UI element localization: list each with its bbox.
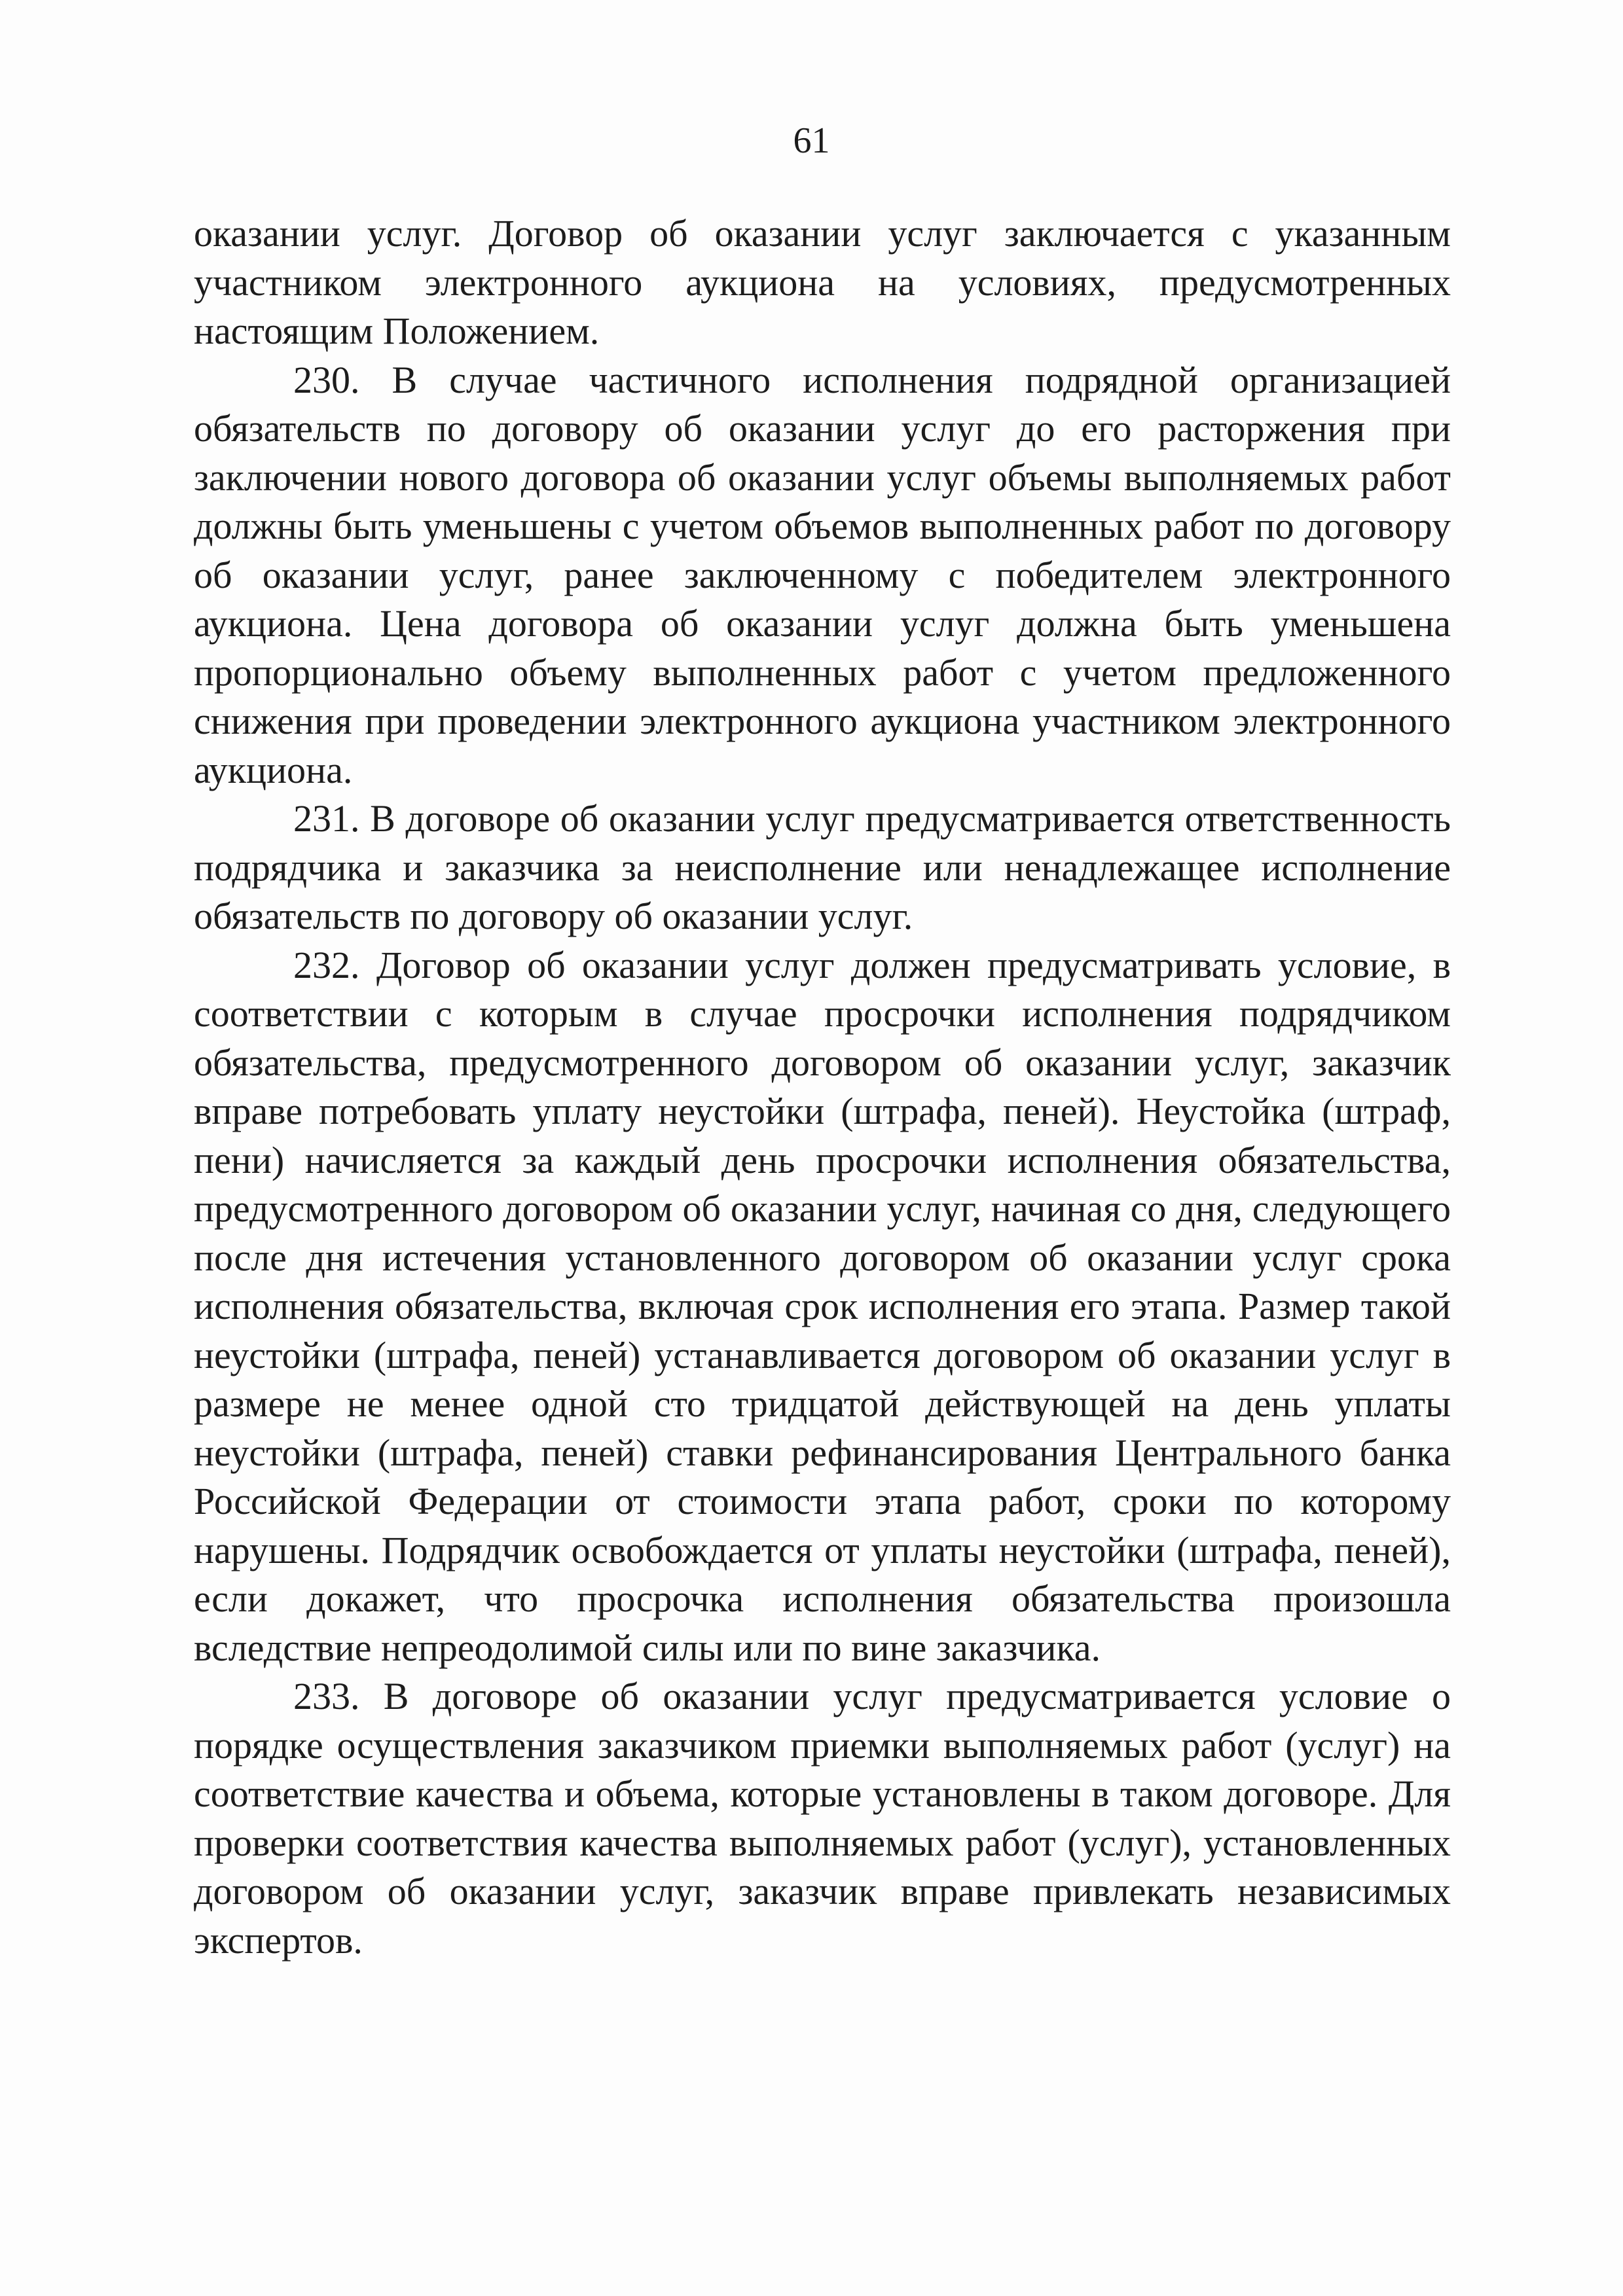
page-number: 61: [793, 120, 830, 161]
paragraph-text: Договор об оказании услуг должен предусматривать условие, в соответствии с которым в случае просрочки исполнения подрядчиком обязательства, предусмотренного договором об оказании услуг, заказчик вправе потребовать уплату неустойки (штрафа, пеней). Неустойка (штраф, пени) начисляется за каждый день просрочки исполнения обязательства, предусмотренного договором об оказании услуг, начиная со дня, следующего после дня истечения установленного договором об оказании услуг срока исполнения обязательства, включая срок исполнения его этапа. Размер такой неустойки (штрафа, пеней) устанавливается договором об оказании услуг в размере не менее одной сто тридцатой действующей на день уплаты неустойки (штрафа, пеней) ставки рефинансирования Центрального банка Российской Федерации от стоимости этапа работ, сроки по которому нарушены. Подрядчик освобождается от уплаты неустойки (штрафа, пеней), если докажет, что просрочка исполнения обязательства произошла вследствие непреодолимой силы или по вине заказчика.: [194, 943, 1451, 1669]
paragraph-230: [194, 356, 1451, 795]
paragraph-text: В случае частичного исполнения подрядной организацией обязательств по договору об оказании услуг до его расторжения при заключении нового договора об оказании услуг объемы выполняемых работ должны быть уменьшены с учетом объемов выполненных работ по договору об оказании услуг, ранее заключенному с победителем электронного аукциона. Цена договора об оказании услуг должна быть уменьшена пропорционально объему выполненных работ с учетом предложенного снижения при проведении электронного аукциона участником электронного аукциона.: [194, 358, 1451, 791]
paragraph-text: В договоре об оказании услуг предусматривается ответственность подрядчика и заказчика за неисполнение или ненадлежащее исполнение обязательств по договору об оказании услуг.: [194, 797, 1451, 937]
paragraph-233: [194, 1672, 1451, 1965]
paragraph-text: В договоре об оказании услуг предусматривается условие о порядке осуществления заказчиком приемки выполняемых работ (услуг) на соответствие качества и объема, которые установлены в таком договоре. Для проверки соответствия качества выполняемых работ (услуг), установленных договором об оказании услуг, заказчик вправе привлекать независимых экспертов.: [194, 1675, 1451, 1962]
paragraph-number: 230.: [293, 358, 360, 401]
paragraph-232: [194, 941, 1451, 1673]
paragraph-text: оказании услуг. Договор об оказании услуг заключается с указанным участником электронного аукциона на условиях, предусмотренных настоящим Положением.: [194, 212, 1451, 352]
paragraph-number: 233.: [293, 1675, 360, 1717]
paragraph-number: 231.: [293, 797, 360, 840]
document-body: [194, 209, 1451, 1965]
paragraph-number: 232.: [293, 943, 360, 986]
paragraph-231: [194, 795, 1451, 941]
paragraph-continuation: [194, 209, 1451, 356]
